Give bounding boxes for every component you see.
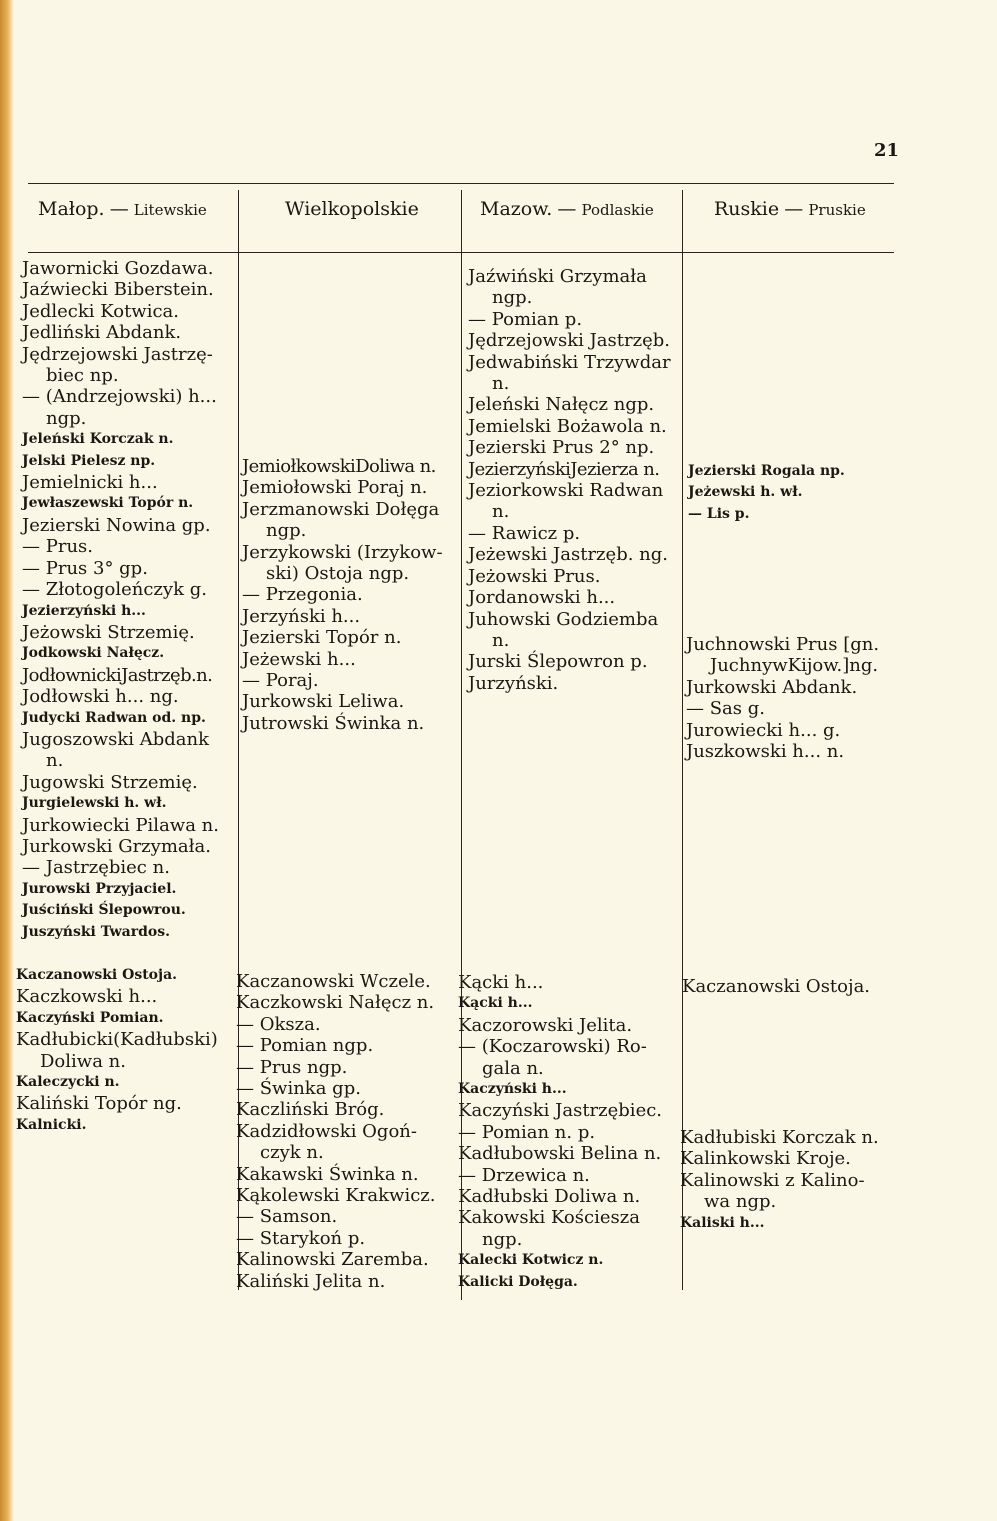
surname-entry: Jezierski Rogala np. [688,463,845,479]
surname-entry: Jawornicki Gozdawa. [22,258,214,279]
surname-entry: Judycki Radwan od. np. [22,709,206,726]
entry-block-j [468,266,671,694]
column-header-subtitle: Litewskie [133,201,207,219]
column-header-subtitle: Podlaskie [581,201,654,219]
surname-entry: Kakowski Kościesza [458,1207,640,1229]
entry-block-k-upper [682,976,870,997]
entry-block-k-lower [680,1127,879,1234]
entry-continuation-line: ski) Ostoja ngp. [266,563,410,585]
entry-continuation-line: ngp. [482,1228,523,1250]
surname-entry: — Poraj. [242,670,319,692]
surname-entry: — Pomian ngp. [236,1035,374,1057]
surname-entry: Jodkowski Nałęcz. [22,645,165,662]
surname-entry: Juhowski Godziemba [468,608,659,630]
surname-entry: Kaliski h... [680,1214,765,1231]
surname-entry: Kaliński Topór ng. [16,1093,182,1115]
surname-entry: Kaczyński Jastrzębiec. [458,1100,663,1122]
surname-entry: Jurowski Przyjaciel. [22,880,177,897]
surname-entry: Juszkowski h... n. [686,741,845,763]
surname-entry: JemiołkowskiDoliwa n. [242,456,436,477]
surname-entry: — Świnka gp. [236,1078,361,1100]
page-spine-edge [0,0,14,1521]
entry-continuation-line: czyk n. [260,1142,324,1164]
entry-continuation-line: n. [492,629,510,651]
surname-entry: — Jastrzębiec n. [22,857,170,879]
entry-continuation-line: ngp. [266,520,307,542]
surname-entry: Jezierski Nowina gp. [22,514,211,536]
surname-entry: Jerzyński h... [242,605,361,627]
surname-entry: Kaczanowski Wczele. [236,971,431,992]
surname-entry: Jurkowski Leliwa. [242,691,405,713]
entry-block-j-upper [688,461,845,525]
surname-entry: Jurski Ślepowron p. [468,651,648,673]
column-header-title: Małop. [38,198,105,220]
surname-entry: Kaczkowski h... [16,986,158,1008]
surname-entry: Jeżewski h... [242,648,356,670]
entry-continuation-line: ngp. [46,407,87,429]
surname-entry: Jaźwiecki Biberstein. [22,279,214,301]
surname-entry: Jaźwiński Grzymała [468,266,647,287]
surname-entry: Kaczyński Pomian. [16,1009,164,1026]
surname-entry: Kalnicki. [16,1116,87,1133]
column-header-wielkopolskie [285,200,419,219]
surname-entry: Jeżowski Prus. [468,565,601,587]
entry-continuation-line: biec np. [46,365,119,387]
entry-continuation-line: gala n. [482,1057,544,1079]
surname-entry: Juściński Ślepowrou. [22,902,186,919]
surname-entry: Kalicki Dołęga. [458,1273,578,1290]
surname-entry: — (Andrzejowski) h... [22,386,217,408]
surname-entry: Jugowski Strzemię. [22,771,198,793]
surname-entry: — Samson. [236,1206,338,1228]
surname-entry: Kaleczycki n. [16,1074,120,1091]
surname-entry: Kadłubski Doliwa n. [458,1186,641,1208]
column-header-malopolskie-litewskie [38,200,207,219]
entry-block-k [236,971,436,1292]
column-divider [682,190,683,1290]
surname-entry: — Prus ngp. [236,1056,348,1078]
surname-entry: Kaczorowski Jelita. [458,1014,633,1036]
surname-entry: Jedliński Abdank. [22,322,182,344]
surname-entry: Kaczyński h... [458,1081,567,1098]
surname-entry: Jerzmanowski Dołęga [242,498,440,520]
surname-entry: Kalinowski Zaremba. [236,1249,429,1271]
surname-entry: — Przegonia. [242,584,363,606]
column-header-title: Ruskie [714,198,780,220]
column-header-title: Mazow. [480,198,553,220]
surname-entry: Kalinowski z Kalino- [680,1169,865,1191]
header-top-rule [28,183,894,184]
surname-entry: Kaczkowski Nałęcz n. [236,992,435,1014]
surname-entry: Jędrzejowski Jastrzę- [22,343,213,365]
column-header-dash: — [109,198,129,220]
surname-entry: Jugoszowski Abdank [22,728,210,750]
entry-block-j [22,258,219,943]
surname-entry: Jurowiecki h... g. [686,719,841,741]
surname-entry: Jedlecki Kotwica. [22,300,179,322]
surname-entry: — Prus 3° gp. [22,557,148,579]
surname-entry: Jędrzejowski Jastrzęb. [468,330,670,352]
surname-entry: JezierzyńskiJezierza n. [468,458,660,480]
surname-entry: Kalecki Kotwicz n. [458,1252,604,1269]
column-header-dash: — [557,198,577,220]
surname-entry: Jezierzyński h... [22,602,146,619]
page-number: 21 [874,140,900,161]
surname-entry: Juszyński Twardos. [22,923,170,940]
surname-entry: — Drzewica n. [458,1164,590,1186]
surname-entry: — (Koczarowski) Ro- [458,1036,647,1058]
surname-entry: Jeziorkowski Radwan [468,480,664,502]
entry-block-j [242,456,443,734]
entry-block-k [16,965,218,1136]
surname-entry: Kaczliński Bróg. [236,1099,385,1121]
surname-entry: Jedwabiński Trzywdar [468,351,671,373]
surname-entry: Kadłubiski Korczak n. [680,1127,879,1148]
surname-entry: Jurkowski Grzymała. [22,835,211,857]
surname-entry: Jezierski Topór n. [242,627,402,649]
surname-entry: Kadłubowski Belina n. [458,1143,662,1165]
surname-entry: Kadzidłowski Ogoń- [236,1120,417,1142]
surname-entry: Kącki h... [458,995,533,1012]
surname-entry: Jutrowski Świnka n. [242,712,425,734]
surname-entry: Jeżewski h. wł. [688,484,803,501]
surname-entry: Jewłaszewski Topór n. [22,495,194,512]
column-header-dash: — [784,198,804,220]
surname-entry: Jeżewski Jastrzęb. ng. [468,544,668,566]
column-header-ruskie-pruskie [714,200,866,219]
surname-entry: Jelski Pielesz np. [22,452,156,469]
entry-continuation-line: n. [492,373,510,395]
surname-entry: Jurzyński. [468,672,559,694]
surname-entry: Kaliński Jelita n. [236,1270,386,1292]
surname-entry: — Lis p. [688,505,750,522]
surname-entry: Kakawski Świnka n. [236,1163,419,1185]
surname-entry: — Pomian n. p. [458,1121,596,1143]
surname-entry: Jeleński Korczak n. [22,431,174,448]
surname-entry: JodłownickiJastrzęb.n. [22,664,213,686]
surname-entry: — Starykoń p. [236,1227,366,1249]
surname-entry: Jurkowski Abdank. [686,676,858,698]
surname-entry: Jemielnicki h... [22,472,158,494]
column-header-title: Wielkopolskie [285,198,419,220]
surname-entry: Jeżowski Strzemię. [22,621,195,643]
surname-entry: — Prus. [22,536,93,558]
surname-entry: Kącki h... [458,972,544,993]
surname-entry: Jordanowski h... [468,587,616,609]
surname-entry: Jodłowski h... ng. [22,686,179,708]
surname-entry: Jerzykowski (Irzykow- [242,541,443,563]
surname-entry: Kaczanowski Ostoja. [682,976,871,997]
surname-entry: — Pomian p. [468,308,583,330]
surname-entry: Jemielski Bożawola n. [468,415,667,437]
entry-continuation-line: n. [492,501,510,523]
entry-block-j-lower [686,634,879,762]
surname-entry: — Oksza. [236,1013,321,1035]
surname-entry: Kąkolewski Krakwicz. [236,1185,436,1207]
surname-entry: Kaczanowski Ostoja. [16,967,178,983]
entry-continuation-line: Doliwa n. [40,1050,126,1072]
entry-continuation-line: JuchnywKijow.]ng. [710,655,879,677]
surname-entry: Jurkowiecki Pilawa n. [22,814,219,836]
entry-block-k [458,972,662,1293]
entry-continuation-line: ngp. [492,287,533,309]
entry-continuation-line: wa ngp. [704,1191,777,1213]
column-header-mazowieckie-podlaskie [480,200,654,219]
surname-entry: Jemiołowski Poraj n. [242,477,428,499]
surname-entry: — Rawicz p. [468,522,581,544]
surname-entry: Juchnowski Prus [gn. [686,634,880,655]
column-header-subtitle: Pruskie [808,201,866,219]
surname-entry: Jeleński Nałęcz ngp. [468,394,655,416]
surname-entry: — Złotogoleńczyk g. [22,579,207,601]
entry-continuation-line: n. [46,750,64,772]
surname-entry: Kalinkowski Kroje. [680,1148,851,1170]
surname-entry: — Sas g. [686,698,765,720]
surname-entry: Kadłubicki(Kadłubski) [16,1029,218,1051]
surname-entry: Jezierski Prus 2° np. [468,437,655,459]
surname-entry: Jurgielewski h. wł. [22,795,167,812]
